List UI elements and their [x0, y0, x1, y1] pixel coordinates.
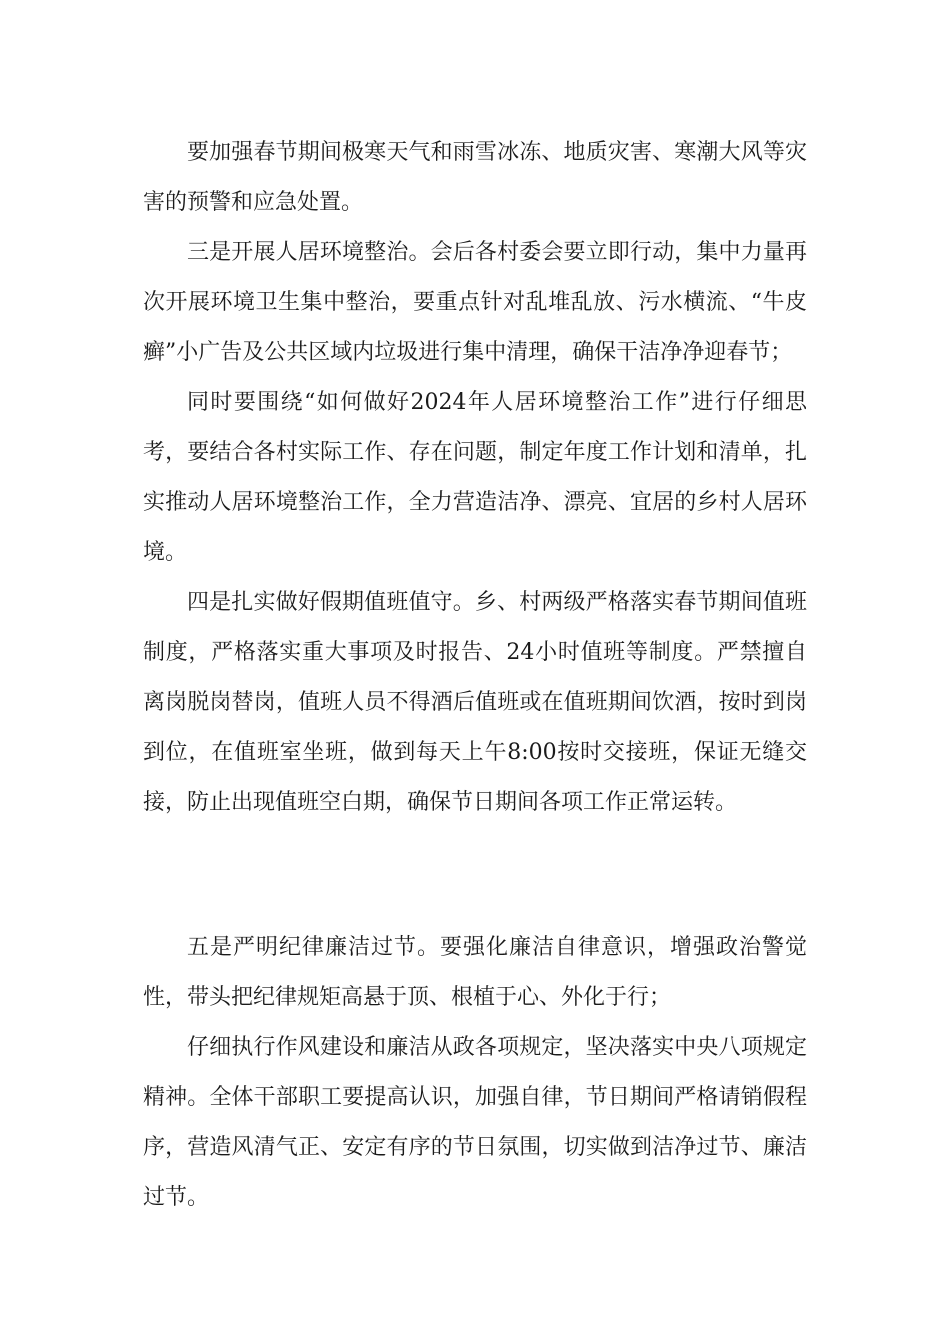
paragraph-2024-plan: 同时要围绕“如何做好2024年人居环境整治工作”进行仔细思考，要结合各村实际工作、存在问题，制定年度工作计划和清单，扎实推动人居环境整治工作，全力营造洁净、漂亮、宜居的乡村人居环境。 — [143, 390, 807, 565]
paragraph-environment-rectification: 三是开展人居环境整治。会后各村委会要立即行动，集中力量再次开展环境卫生集中整治，要重点针对乱堆乱放、污水横流、“牛皮癣”小广告及公共区域内垃圾进行集中清理，确保干洁净净迎春节； — [143, 240, 807, 365]
paragraph-disaster-warning: 要加强春节期间极寒天气和雨雪冰冻、地质灾害、寒潮大风等灾害的预警和应急处置。 — [143, 140, 807, 215]
body-text-lower — [143, 923, 807, 1223]
paragraph-holiday-duty: 四是扎实做好假期值班值守。乡、村两级严格落实春节期间值班制度，严格落实重大事项及时报告、24小时值班等制度。严禁擅自离岗脱岗替岗，值班人员不得酒后值班或在值班期间饮酒，按时到岗到位，在值班室坐班，做到每天上午8:00按时交接班，保证无缝交接，防止出现值班空白期，确保节日期间各项工作正常运转。 — [143, 590, 807, 815]
paragraph-discipline: 五是严明纪律廉洁过节。要强化廉洁自律意识，增强政治警觉性，带头把纪律规矩高悬于顶、根植于心、外化于行； — [143, 935, 807, 1010]
body-text-upper — [143, 128, 807, 828]
paragraph-integrity-rules: 仔细执行作风建设和廉洁从政各项规定，坚决落实中央八项规定精神。全体干部职工要提高认识，加强自律，节日期间严格请销假程序，营造风清气正、安定有序的节日氛围，切实做到洁净过节、廉洁过节。 — [143, 1035, 807, 1210]
